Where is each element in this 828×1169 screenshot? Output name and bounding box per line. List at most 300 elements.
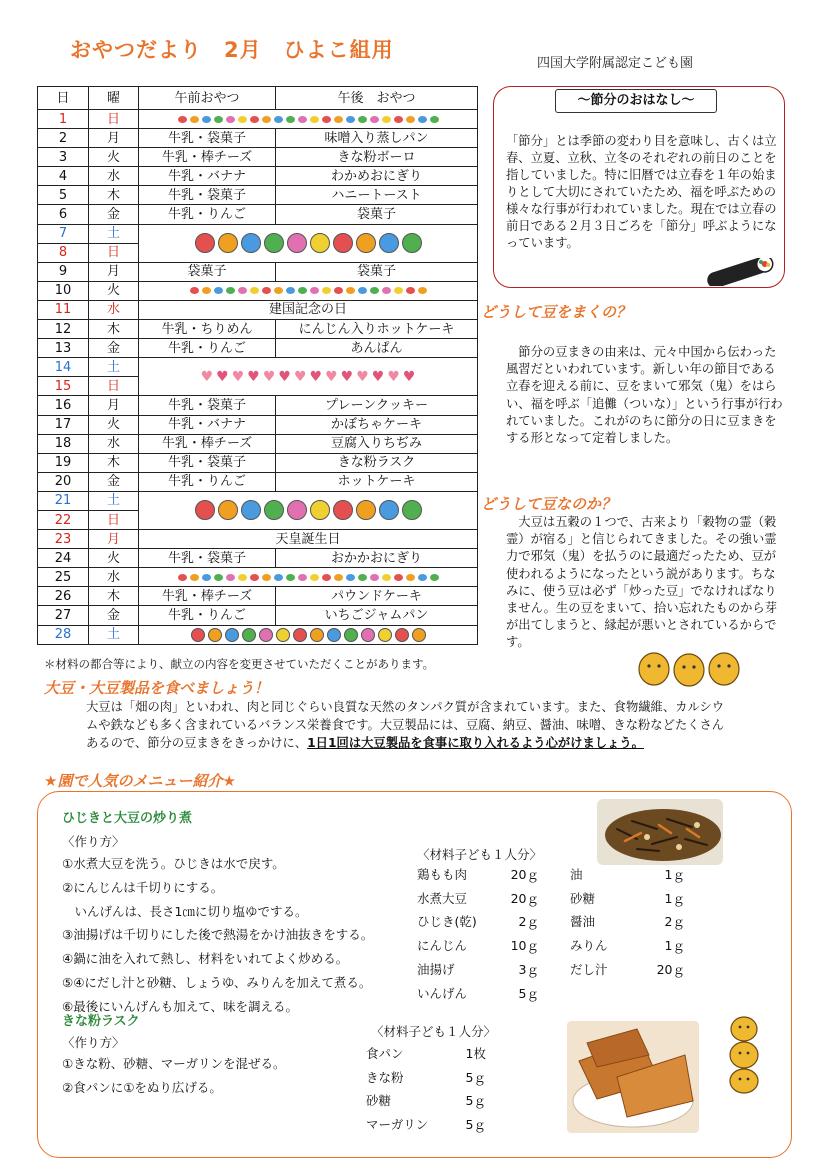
decor-icon <box>274 116 283 123</box>
menu-day: 7 <box>38 224 89 243</box>
menu-am-snack: 牛乳・袋菓子 <box>139 453 276 472</box>
decor-icon: ♥ <box>309 368 323 385</box>
menu-am-snack: 袋菓子 <box>139 262 276 281</box>
menu-day: 21 <box>38 491 89 510</box>
menu-holiday: 建国記念の日 <box>139 300 478 319</box>
decor-icon <box>195 500 215 520</box>
menu-am-snack: 牛乳・ちりめん <box>139 320 276 339</box>
menu-row <box>38 262 478 281</box>
menu-am-snack: 牛乳・りんご <box>139 606 276 625</box>
decor-icon <box>334 574 343 581</box>
decor-icon <box>358 287 367 294</box>
menu-day: 22 <box>38 510 89 529</box>
menu-row <box>38 606 478 625</box>
decor-icon <box>286 287 295 294</box>
menu-am-snack: 牛乳・袋菓子 <box>139 396 276 415</box>
beans-illustration <box>634 650 744 688</box>
decor-icon <box>382 116 391 123</box>
menu-weekday: 木 <box>89 186 139 205</box>
ingredient-qty: 1ｇ <box>664 867 685 882</box>
ingredient-qty: 5ｇ <box>518 985 539 1001</box>
why-soybeans-text: 大豆は五穀の１つで、古来より「穀物の霊（穀霊）が宿る」と信じられてきました。その強い霊力で邪気（鬼）を払うのに最適だったため、豆が使われるようになったという説があります。ちなみに、使う豆は必ず「炒った豆」でなければなりません。生の豆をまいて、拾い忘れたものから芽が出てしまうと、縁起が悪いとされているからです。 <box>506 515 778 650</box>
menu-decoration <box>139 281 478 300</box>
menu-row <box>38 587 478 606</box>
decor-icon <box>298 116 307 123</box>
menu-row <box>38 434 478 453</box>
why-throw-beans-text: 節分の豆まきの由来は、元々中国から伝わった風習だといわれています。新しい年の節目である立春を迎える前に、豆をまいて邪気（鬼）をはらい、福を呼ぶ「追儺（ついな）」という行事が行われていました。これがのちに節分の日に豆まきをする形となって定着しました。 <box>506 345 783 446</box>
recipe1-step: ⑥最後にいんげんも加えて、味を調える。 <box>62 998 298 1014</box>
recipe1-step: ④鍋に油を入れて熱し、材料をいれてよく炒める。 <box>62 951 349 967</box>
ehomaki-illustration <box>700 258 780 286</box>
ingredient-name: 水煮大豆 <box>417 890 468 906</box>
menu-row <box>38 205 478 224</box>
menu-am-snack: 牛乳・袋菓子 <box>139 186 276 205</box>
decor-icon <box>327 628 341 642</box>
decor-icon <box>418 116 427 123</box>
ingredient-qty: 10ｇ <box>510 938 539 954</box>
decor-icon: ♥ <box>340 368 354 385</box>
decor-icon <box>190 116 199 123</box>
decor-icon <box>356 500 376 520</box>
decor-icon <box>226 574 235 581</box>
decor-icon <box>346 287 355 294</box>
decor-icon: ♥ <box>387 368 400 385</box>
menu-am-snack: 牛乳・バナナ <box>139 415 276 434</box>
menu-weekday: 木 <box>89 453 139 472</box>
recipe2-method-heading: 〈作り方〉 <box>62 1035 125 1050</box>
beans-stack-illustration <box>720 1015 768 1095</box>
decor-icon <box>358 116 367 123</box>
decor-icon <box>250 574 259 581</box>
setsubun-text: 「節分」とは季節の変わり目を意味し、古くは立春、立夏、立秋、立冬のそれぞれの前日のことを指していました。特に旧暦では立春を１年の始まりとして大切にされていたため、福を呼ぶための様々な行事が行われていました。現在では立春の前日である２月３日ごろを「節分」呼ぶようになっています。 <box>506 134 777 250</box>
decor-icon <box>276 628 290 642</box>
menu-pm-snack: 豆腐入りちぢみ <box>276 434 478 453</box>
menu-row <box>38 453 478 472</box>
menu-day: 5 <box>38 186 89 205</box>
soy-products-heading: 大豆・大豆製品を食べましょう！ <box>44 679 270 697</box>
decor-icon <box>298 574 307 581</box>
setsubun-title: ～節分のおはなし～ <box>555 89 717 113</box>
ingredient-item <box>417 958 539 982</box>
decor-icon <box>322 287 331 294</box>
menu-am-snack: 牛乳・バナナ <box>139 167 276 186</box>
decor-icon <box>190 287 199 294</box>
recipe1-method-heading: 〈作り方〉 <box>62 834 125 849</box>
decor-icon <box>225 628 239 642</box>
decor-icon <box>202 287 211 294</box>
recipe2-name: きな粉ラスク <box>62 1014 140 1029</box>
decor-icon <box>250 116 259 123</box>
decor-icon <box>287 233 307 253</box>
menu-day: 4 <box>38 167 89 186</box>
school-name: 四国大学附属認定こども園 <box>537 56 694 71</box>
decor-icon <box>412 628 426 642</box>
recipe1-step: ①水煮大豆を洗う。ひじきは水で戻す。 <box>62 856 285 871</box>
characters-decoration <box>139 492 477 529</box>
menu-weekday: 日 <box>89 377 139 396</box>
menu-day: 26 <box>38 587 89 606</box>
decor-icon: ♥ <box>278 368 291 385</box>
menu-pm-snack: かぼちゃケーキ <box>276 415 478 434</box>
recipe2-ingredients-heading: 〈材料子ども１人分〉 <box>371 1024 497 1039</box>
menu-weekday: 月 <box>89 530 139 549</box>
ingredient-qty: 20ｇ <box>510 890 539 906</box>
decor-icon <box>333 500 353 520</box>
decor-icon <box>191 628 205 642</box>
decor-icon <box>418 287 427 294</box>
decor-icon <box>418 574 427 581</box>
faces-decoration <box>139 626 477 644</box>
ingredient-item <box>417 934 539 958</box>
recipe1-ingredients-a <box>417 863 539 1005</box>
menu-pm-snack: ホットケーキ <box>276 472 478 491</box>
decor-icon <box>394 287 403 294</box>
decor-icon <box>402 500 422 520</box>
recipe1-step: ⑤④にだし汁と砂糖、しょうゆ、みりんを加えて煮る。 <box>62 974 372 990</box>
ingredient-name: きな粉 <box>366 1069 404 1085</box>
decor-icon: ♥ <box>262 368 276 385</box>
decor-icon: ♥ <box>356 368 369 385</box>
popular-menu-heading: ★園で人気のメニュー紹介★ <box>44 772 236 790</box>
decor-icon <box>430 574 439 581</box>
decor-icon <box>238 116 247 123</box>
menu-row <box>38 148 478 167</box>
menu-day: 24 <box>38 549 89 568</box>
menu-weekday: 土 <box>89 224 139 243</box>
recipe1-name: ひじきと大豆の炒り煮 <box>62 811 193 826</box>
decor-icon: ♥ <box>200 368 214 385</box>
ingredient-name: 油揚げ <box>417 961 455 977</box>
menu-holiday: 天皇誕生日 <box>139 530 478 549</box>
menu-am-snack: 牛乳・袋菓子 <box>139 549 276 568</box>
menu-day: 15 <box>38 377 89 396</box>
recipe2-ingredients <box>366 1042 486 1136</box>
setsubun-decoration <box>139 225 477 262</box>
menu-day: 20 <box>38 472 89 491</box>
menu-weekday: 金 <box>89 472 139 491</box>
recipe2-step: ①きな粉、砂糖、マーガリンを混ぜる。 <box>62 1056 286 1071</box>
decor-icon <box>370 574 379 581</box>
menu-weekday: 金 <box>89 606 139 625</box>
decor-icon <box>430 116 439 123</box>
decor-icon <box>202 574 211 581</box>
decor-icon: ♥ <box>325 368 338 385</box>
menu-day: 16 <box>38 396 89 415</box>
menu-weekday: 日 <box>89 110 139 129</box>
decor-icon: ♥ <box>216 368 229 385</box>
decor-icon <box>178 574 187 581</box>
recipe1-steps <box>62 852 373 1019</box>
decor-icon <box>394 574 403 581</box>
recipe1-step: ③油揚げは千切りにした後で熱湯をかけ油抜きをする。 <box>62 927 374 943</box>
menu-am-snack: 牛乳・棒チーズ <box>139 148 276 167</box>
menu-row <box>38 320 478 339</box>
decor-icon <box>214 574 223 581</box>
decor-icon <box>226 287 235 294</box>
menu-decoration <box>139 224 478 262</box>
ingredient-qty: 20ｇ <box>656 961 685 977</box>
menu-pm-snack: あんぱん <box>276 339 478 358</box>
ingredient-item <box>570 958 685 982</box>
menu-row <box>38 129 478 148</box>
soy-products-emphasis: 1日1回は大豆製品を食事に取り入れるよう心がけましょう。 <box>307 736 644 750</box>
menu-weekday: 火 <box>89 281 139 300</box>
decor-icon <box>333 233 353 253</box>
menu-row <box>38 339 478 358</box>
menu-pm-snack: きな粉ラスク <box>276 453 478 472</box>
decor-icon <box>264 500 284 520</box>
hearts-decoration <box>139 358 477 395</box>
ingredient-item <box>366 1089 486 1113</box>
flowers2-decoration <box>139 568 477 586</box>
menu-weekday: 土 <box>89 625 139 644</box>
menu-weekday: 火 <box>89 148 139 167</box>
menu-weekday: 土 <box>89 491 139 510</box>
menu-decoration <box>139 358 478 396</box>
menu-row <box>38 472 478 491</box>
menu-row <box>38 568 478 587</box>
hijiki-photo <box>597 799 723 865</box>
decor-icon <box>262 574 271 581</box>
menu-am-snack: 牛乳・りんご <box>139 339 276 358</box>
ingredient-qty: 2ｇ <box>518 914 539 930</box>
recipe2-step: ②食パンに①をぬり広げる。 <box>62 1080 222 1095</box>
decor-icon <box>241 233 261 253</box>
decor-icon <box>382 574 391 581</box>
menu-decoration <box>139 491 478 529</box>
menu-day: 2 <box>38 129 89 148</box>
menu-decoration <box>139 625 478 644</box>
ingredient-item <box>366 1113 486 1137</box>
menu-decoration <box>139 568 478 587</box>
menu-pm-snack: わかめおにぎり <box>276 167 478 186</box>
ingredient-qty: 5ｇ <box>465 1093 486 1108</box>
menu-day: 14 <box>38 358 89 377</box>
decor-icon <box>214 287 223 294</box>
ingredient-name: ひじき(乾) <box>417 914 477 930</box>
why-throw-beans-heading: どうして豆をまくの？ <box>481 303 632 321</box>
menu-day: 8 <box>38 243 89 262</box>
decor-icon <box>178 116 187 123</box>
decor-icon <box>394 116 403 123</box>
ingredient-name: みりん <box>570 938 608 954</box>
decor-icon <box>202 116 211 123</box>
menu-header-cell: 午後 おやつ <box>276 87 478 110</box>
decor-icon <box>262 287 271 294</box>
menu-am-snack: 牛乳・棒チーズ <box>139 587 276 606</box>
menu-header-cell: 午前おやつ <box>139 87 276 110</box>
ingredient-name: 砂糖 <box>366 1093 392 1108</box>
menu-day: 1 <box>38 110 89 129</box>
menu-am-snack: 牛乳・袋菓子 <box>139 129 276 148</box>
menu-day: 11 <box>38 300 89 319</box>
recipe1-ingredients-b <box>570 863 685 982</box>
menu-weekday: 月 <box>89 396 139 415</box>
decor-icon <box>310 574 319 581</box>
decor-icon <box>310 500 330 520</box>
menu-weekday: 月 <box>89 129 139 148</box>
decor-icon <box>322 574 331 581</box>
decor-icon <box>322 116 331 123</box>
ingredient-name: マーガリン <box>366 1116 429 1132</box>
menu-weekday: 水 <box>89 568 139 587</box>
decor-icon <box>370 287 379 294</box>
decor-icon <box>406 574 415 581</box>
menu-header-row <box>38 87 478 110</box>
menu-am-snack: 牛乳・りんご <box>139 472 276 491</box>
why-soybeans-heading: どうして豆なのか？ <box>481 495 617 513</box>
decor-icon <box>334 287 343 294</box>
ingredient-qty: 3ｇ <box>518 961 539 977</box>
menu-day: 23 <box>38 530 89 549</box>
soy-products-text <box>86 698 736 752</box>
menu-weekday: 水 <box>89 300 139 319</box>
decor-icon <box>287 500 307 520</box>
decor-icon <box>406 287 415 294</box>
ingredient-name: 砂糖 <box>570 890 596 906</box>
decor-icon <box>262 116 271 123</box>
menu-row <box>38 110 478 129</box>
menu-pm-snack: 袋菓子 <box>276 262 478 281</box>
menu-row <box>38 396 478 415</box>
menu-row <box>38 224 478 243</box>
decor-icon <box>190 574 199 581</box>
decor-icon <box>344 628 358 642</box>
decor-icon <box>242 628 256 642</box>
decor-icon <box>395 628 409 642</box>
menu-day: 13 <box>38 339 89 358</box>
menu-header-cell: 日 <box>38 87 89 110</box>
ingredient-item <box>417 887 539 911</box>
menu-row <box>38 625 478 644</box>
menu-weekday: 金 <box>89 339 139 358</box>
decor-icon <box>241 500 261 520</box>
ingredient-item <box>417 982 539 1006</box>
menu-am-snack: 牛乳・りんご <box>139 205 276 224</box>
decor-icon <box>286 574 295 581</box>
decor-icon <box>218 500 238 520</box>
ingredient-qty: 5ｇ <box>465 1116 486 1132</box>
ingredient-name: 食パン <box>366 1046 404 1061</box>
menu-day: 17 <box>38 415 89 434</box>
decor-icon <box>346 574 355 581</box>
decor-icon <box>379 233 399 253</box>
flowers-decoration <box>139 110 477 128</box>
menu-day: 25 <box>38 568 89 587</box>
menu-weekday: 水 <box>89 434 139 453</box>
decor-icon <box>382 287 391 294</box>
decor-icon <box>259 628 273 642</box>
decor-icon: ♥ <box>231 368 245 385</box>
decor-icon <box>310 628 324 642</box>
decor-icon <box>356 233 376 253</box>
ingredient-name: 油 <box>570 867 583 882</box>
decor-icon <box>334 116 343 123</box>
menu-day: 28 <box>38 625 89 644</box>
decor-icon <box>214 116 223 123</box>
decor-icon <box>402 233 422 253</box>
menu-day: 6 <box>38 205 89 224</box>
decor-icon <box>238 574 247 581</box>
menu-row <box>38 186 478 205</box>
recipe1-step: ②にんじんは千切りにする。 <box>62 879 224 895</box>
menu-pm-snack: 味噌入り蒸しパン <box>276 129 478 148</box>
ingredient-name: だし汁 <box>570 961 608 977</box>
decor-icon <box>310 116 319 123</box>
menu-weekday: 火 <box>89 415 139 434</box>
menu-weekday: 日 <box>89 243 139 262</box>
ingredient-name: 醤油 <box>570 914 596 930</box>
decor-icon <box>238 287 247 294</box>
snack-menu-table <box>37 86 478 645</box>
decor-icon <box>346 116 355 123</box>
ingredient-name: 鶏もも肉 <box>417 867 468 882</box>
menu-day: 18 <box>38 434 89 453</box>
menu-row <box>38 281 478 300</box>
decor-icon <box>310 233 330 253</box>
ingredient-item <box>570 910 685 934</box>
menu-day: 9 <box>38 262 89 281</box>
menu-weekday: 月 <box>89 262 139 281</box>
ingredient-qty: 20ｇ <box>510 867 539 882</box>
menu-pm-snack: きな粉ボーロ <box>276 148 478 167</box>
menu-day: 27 <box>38 606 89 625</box>
recipe2-steps <box>62 1052 285 1100</box>
decor-icon <box>274 287 283 294</box>
recipe1-ingredients-heading: 〈材料子ども１人分〉 <box>417 847 543 862</box>
menu-decoration <box>139 110 478 129</box>
ingredient-item <box>570 934 685 958</box>
decor-icon <box>218 233 238 253</box>
menu-row <box>38 530 478 549</box>
ingredient-item <box>366 1066 486 1090</box>
ingredient-name: いんげん <box>417 985 468 1001</box>
decor-icon <box>370 116 379 123</box>
kinako-rusk-photo <box>567 1021 699 1133</box>
ingredient-qty: 5ｇ <box>465 1069 486 1085</box>
menu-pm-snack: いちごジャムパン <box>276 606 478 625</box>
decor-icon <box>358 574 367 581</box>
decor-icon: ♥ <box>293 368 307 385</box>
menu-weekday: 土 <box>89 358 139 377</box>
ingredient-qty: 1ｇ <box>664 938 685 954</box>
decor-icon <box>226 116 235 123</box>
menu-row <box>38 491 478 510</box>
decor-icon <box>378 628 392 642</box>
menu-note: ＊材料の都合等により、献立の内容を変更させていただくことがあります。 <box>44 657 435 671</box>
menu-day: 19 <box>38 453 89 472</box>
decor-icon <box>406 116 415 123</box>
menu-day: 12 <box>38 320 89 339</box>
menu-weekday: 日 <box>89 510 139 529</box>
decor-icon <box>361 628 375 642</box>
ingredient-qty: 2ｇ <box>664 914 685 930</box>
ingredient-item <box>366 1042 486 1066</box>
menu-day: 10 <box>38 281 89 300</box>
decor-icon: ♥ <box>371 368 385 385</box>
menu-weekday: 金 <box>89 205 139 224</box>
ingredient-item <box>417 910 539 934</box>
ingredient-qty: 1枚 <box>465 1046 486 1061</box>
page-title: おやつだより 2月 ひよこ組用 <box>70 38 394 62</box>
menu-weekday: 木 <box>89 587 139 606</box>
decor-icon <box>379 500 399 520</box>
ingredient-item <box>570 887 685 911</box>
decor-icon <box>195 233 215 253</box>
menu-weekday: 火 <box>89 549 139 568</box>
decor-icon <box>293 628 307 642</box>
menu-weekday: 木 <box>89 320 139 339</box>
